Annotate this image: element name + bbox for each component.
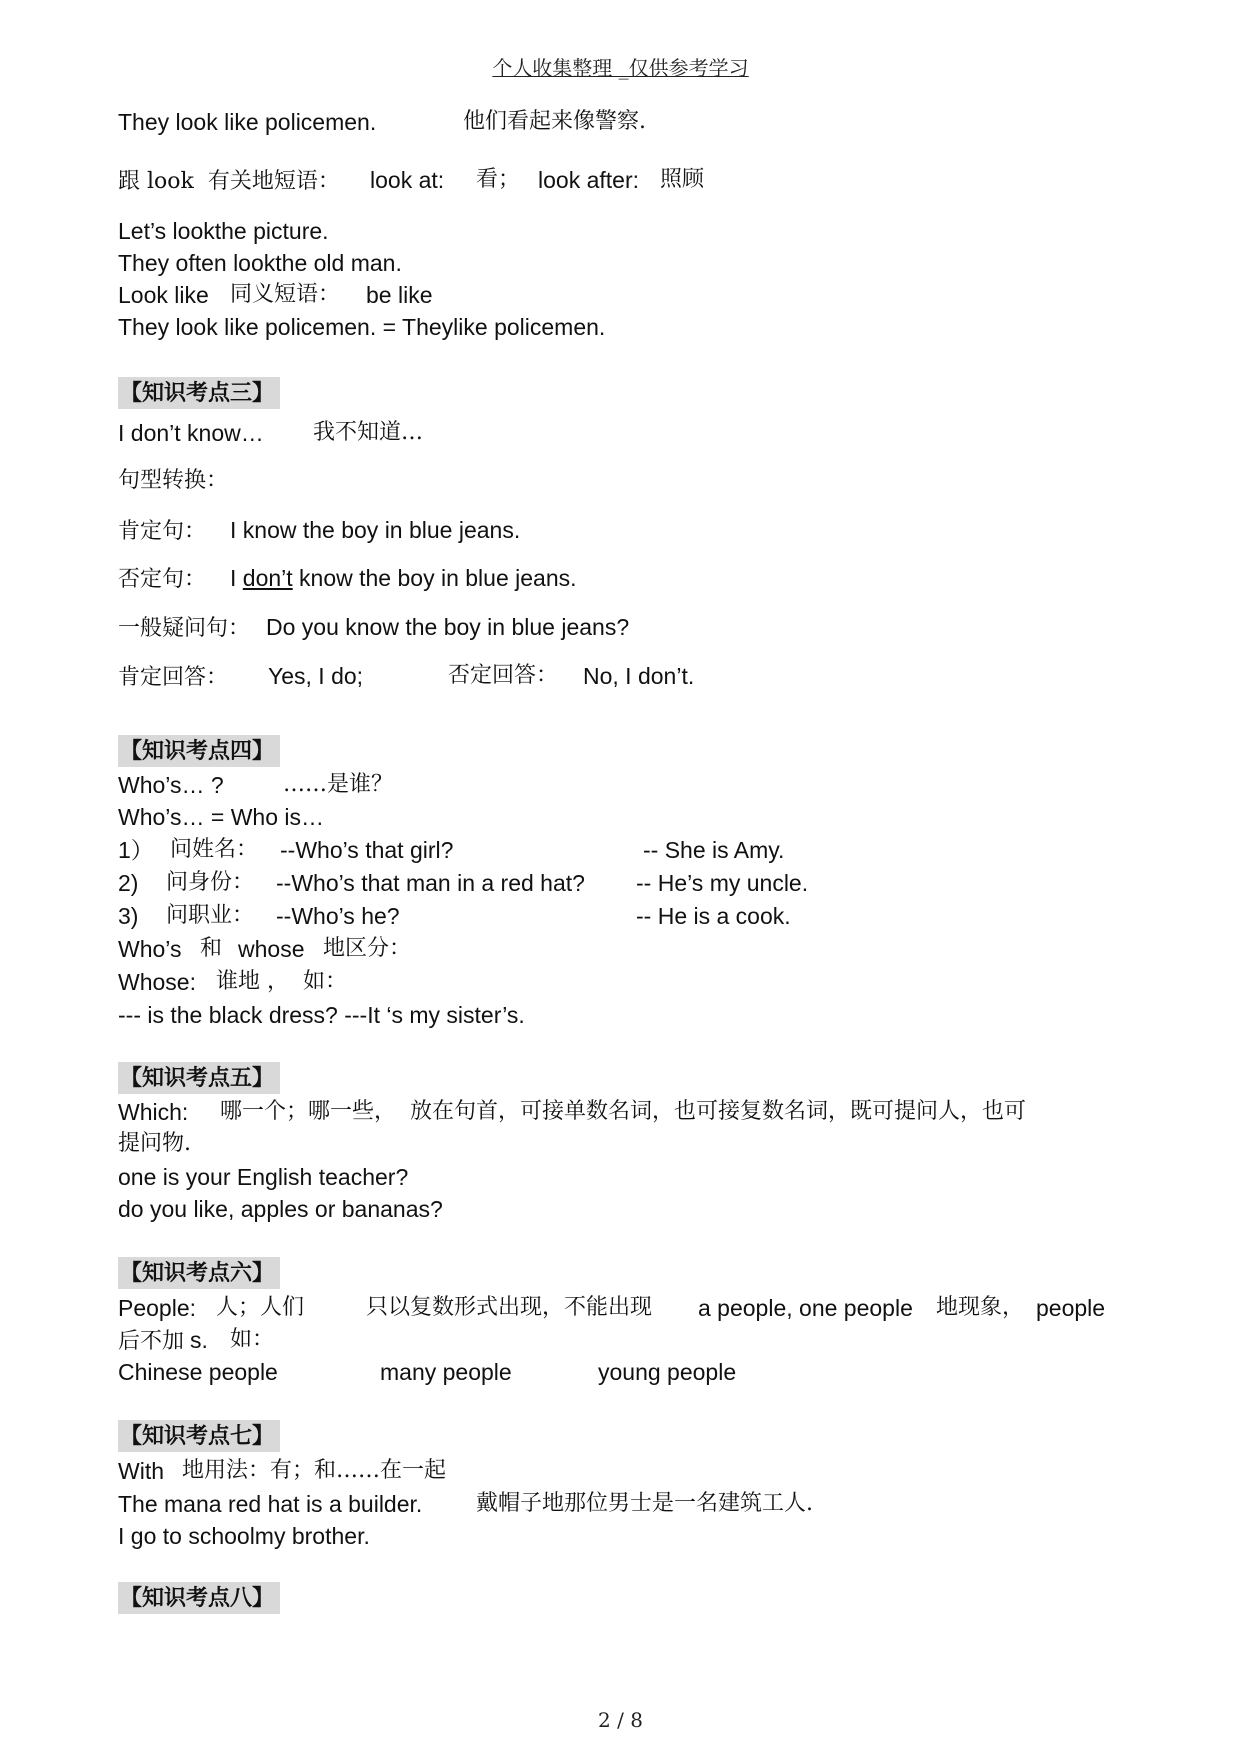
line-affirmative <box>118 515 521 547</box>
text: -- She is Amy. <box>643 837 785 863</box>
text: -- He is a cook. <box>636 903 791 929</box>
text: many people <box>380 1359 512 1385</box>
text: 3) <box>118 903 139 929</box>
text-cn: 他们看起来像警察. <box>463 109 646 134</box>
line-people <box>118 1293 1106 1323</box>
line-look-like <box>118 280 433 310</box>
line-whos-equal: Who’s… = Who is… <box>118 804 324 830</box>
line-whos <box>118 770 394 800</box>
section-title-8: 【知识考点八】 <box>118 1582 280 1614</box>
section-title-5: 【知识考点五】 <box>118 1062 280 1094</box>
line-negative <box>118 563 577 595</box>
line-old-man: They often lookthe old man. <box>118 250 402 276</box>
text-cn: 地区分： <box>323 936 412 961</box>
text: I don’t know… <box>118 420 264 446</box>
text-cn: 一般疑问句： <box>118 616 251 641</box>
text-cn: 地用法：有；和……在一起 <box>182 1458 447 1483</box>
line-answers <box>118 661 695 693</box>
text-cn: 问身份： <box>166 870 255 895</box>
text: people <box>1036 1295 1106 1321</box>
text: They look like policemen. <box>118 109 377 135</box>
text: --Who’s he? <box>276 903 400 929</box>
text: Do you know the boy in blue jeans? <box>266 614 630 640</box>
text-cn: 谁地 ， 如： <box>216 969 347 994</box>
line-ask-identity <box>118 868 809 898</box>
text-cn: 跟 look 有关地短语： <box>118 169 340 194</box>
text: Whose: <box>118 969 196 995</box>
text: 2) <box>118 870 139 896</box>
text: I know the boy in blue jeans. <box>230 517 521 543</box>
text-cn: 肯定句： <box>118 519 207 544</box>
text-cn: 照顾 <box>660 167 705 192</box>
text-cn: 同义短语： <box>230 282 341 307</box>
text-cn: 人；人们 <box>216 1295 305 1320</box>
page-header <box>0 52 1241 81</box>
text-cn: 我不知道… <box>313 420 424 445</box>
line-look-picture: Let’s lookthe picture. <box>118 218 329 244</box>
line-school: I go to schoolmy brother. <box>118 1523 370 1549</box>
text: People: <box>118 1295 197 1321</box>
text-cn: 否定回答： <box>448 663 559 688</box>
text: 1） <box>118 837 154 863</box>
text-cn: 看； <box>476 167 521 192</box>
text: a people, one people <box>698 1295 913 1321</box>
section-title-7: 【知识考点七】 <box>118 1420 280 1452</box>
header-text: 个人收集整理 _仅供参考学习 <box>492 56 749 80</box>
underlined-word: don’t <box>242 565 293 591</box>
text-cn: 肯定回答： <box>118 665 229 690</box>
line-which <box>118 1097 1026 1127</box>
line-dont-know <box>118 418 424 448</box>
line-ask-thing: 提问物. <box>118 1131 191 1156</box>
text: Who’s… ? <box>118 772 224 798</box>
section-title-3: 【知识考点三】 <box>118 377 280 409</box>
text: With <box>118 1458 164 1484</box>
line-whos-whose <box>118 934 412 964</box>
text: --Who’s that man in a red hat? <box>276 870 585 896</box>
line-with <box>118 1456 447 1486</box>
text-cn: 只以复数形式出现，不能出现 <box>366 1295 653 1320</box>
line-english-teacher: one is your English teacher? <box>118 1164 409 1190</box>
text: look at: <box>370 167 445 193</box>
line-ask-name <box>118 835 785 865</box>
text: The mana red hat is a builder. <box>118 1491 423 1517</box>
line-people-examples <box>118 1357 737 1387</box>
text: young people <box>598 1359 737 1385</box>
text-cn: 和 <box>200 936 223 961</box>
line-whose <box>118 967 347 997</box>
page-number: 2 / 8 <box>598 1708 643 1732</box>
text-cn: 地现象， <box>936 1295 1025 1320</box>
text: look after: <box>538 167 639 193</box>
text-cn: 哪一个；哪一些， 放在句首，可接单数名词，也可接复数名词，既可提问人，也可 <box>220 1099 1026 1124</box>
line-no-s <box>118 1325 275 1357</box>
line-sentence-transform: 句型转换： <box>118 468 229 493</box>
section-title-4: 【知识考点四】 <box>118 735 280 767</box>
text: Yes, I do; <box>268 663 364 689</box>
text: s. <box>190 1327 208 1353</box>
text-cn: 问姓名： <box>170 837 259 862</box>
text: Chinese people <box>118 1359 278 1385</box>
line-look-phrases <box>118 165 705 197</box>
line-question <box>118 612 630 644</box>
text: --Who’s that girl? <box>280 837 454 863</box>
text: know the boy in blue jeans. <box>292 565 577 591</box>
text: No, I don’t. <box>583 663 695 689</box>
text-cn: 后不加 <box>118 1329 185 1354</box>
line-builder <box>118 1489 813 1519</box>
text-cn: ……是谁？ <box>283 772 394 797</box>
text: -- He’s my uncle. <box>636 870 809 896</box>
line-ask-job <box>118 901 791 931</box>
text-cn: 如： <box>230 1327 275 1352</box>
text-cn: 戴帽子地那位男士是一名建筑工人. <box>476 1491 813 1516</box>
text: be like <box>366 282 433 308</box>
line-apples-bananas: do you like, apples or bananas? <box>118 1196 443 1222</box>
text: Which: <box>118 1099 189 1125</box>
text: whose <box>238 936 305 962</box>
text-cn: 否定句： <box>118 567 207 592</box>
text: Look like <box>118 282 209 308</box>
line-policemen <box>118 107 646 137</box>
text-cn: 问职业： <box>166 903 255 928</box>
text: Who’s <box>118 936 182 962</box>
section-title-6: 【知识考点六】 <box>118 1257 280 1289</box>
text: I <box>230 565 243 591</box>
line-black-dress: --- is the black dress? ---It ‘s my sister’s. <box>118 1002 525 1028</box>
line-equal: They look like policemen. = Theylike policemen. <box>118 314 606 340</box>
